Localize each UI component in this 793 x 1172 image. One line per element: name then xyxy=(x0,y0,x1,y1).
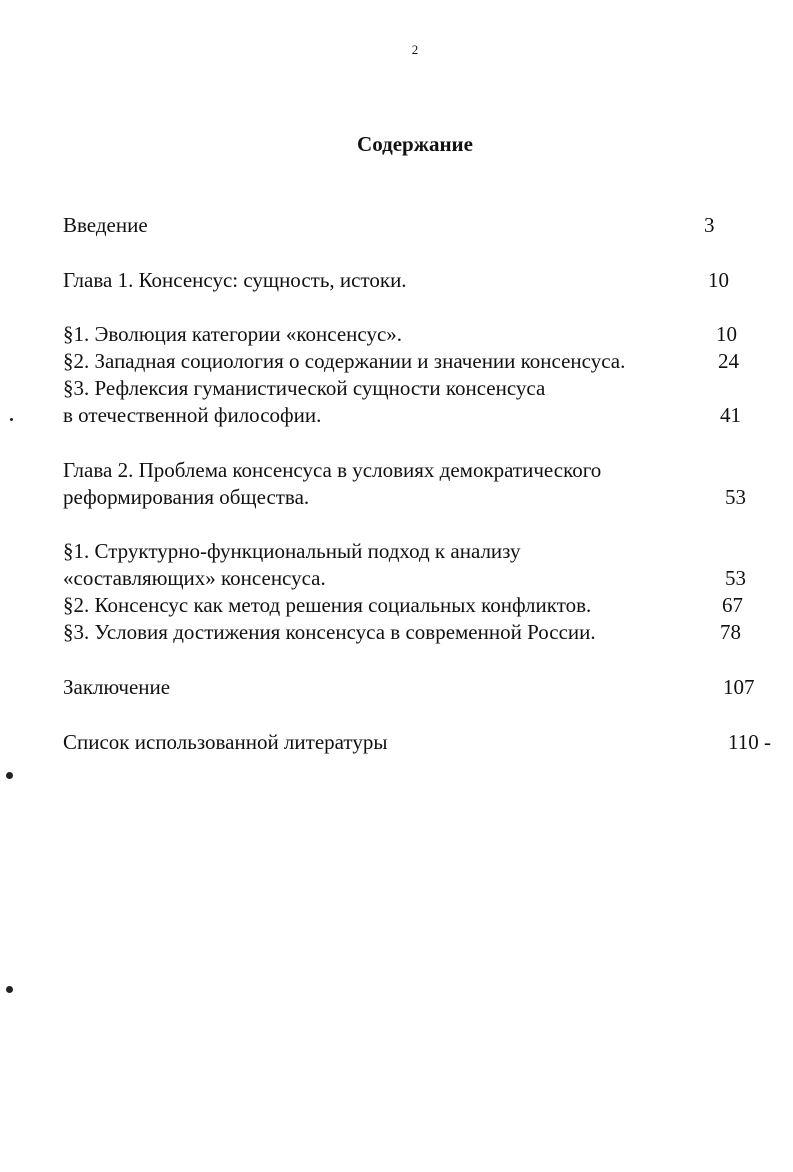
toc-entry-intro: Введение xyxy=(63,213,148,237)
toc-page-ch1-section1: 10 xyxy=(716,322,737,346)
scan-speck xyxy=(6,772,13,779)
toc-page-conclusion: 107 xyxy=(723,675,755,699)
scan-speck xyxy=(10,418,13,421)
toc-entry-ch1-section1: §1. Эволюция категории «консенсус». xyxy=(63,322,403,346)
toc-page-ch2-section2: 67 xyxy=(722,593,743,617)
toc-entry-chapter2-line2: реформирования общества. xyxy=(63,485,310,509)
toc-entry-ch2-section3: §3. Условия достижения консенсуса в современной России. xyxy=(63,620,596,644)
toc-entry-ch2-section2: §2. Консенсус как метод решения социальных конфликтов. xyxy=(63,593,592,617)
toc-entry-ch1-section3-line1: §3. Рефлексия гуманистической сущности консенсуса xyxy=(63,376,546,400)
toc-page-ch1-section3: 41 xyxy=(720,403,741,427)
toc-page-ch2-section1: 53 xyxy=(725,566,746,590)
toc-entry-chapter2-line1: Глава 2. Проблема консенсуса в условиях демократического xyxy=(63,458,602,482)
toc-page-intro: 3 xyxy=(704,213,715,237)
toc-page-bibliography: 110 - xyxy=(728,730,771,754)
toc-entry-bibliography: Список использованной литературы xyxy=(63,730,388,754)
page-title: Содержание xyxy=(357,132,473,156)
page-number: 2 xyxy=(411,42,419,57)
toc-page-ch2-section3: 78 xyxy=(720,620,741,644)
toc-entry-ch1-section3-line2: в отечественной философии. xyxy=(63,403,322,427)
scan-speck xyxy=(6,986,13,993)
toc-entry-ch2-section1-line2: «составляющих» консенсуса. xyxy=(63,566,326,590)
toc-entry-chapter1: Глава 1. Консенсус: сущность, истоки. xyxy=(63,268,407,292)
toc-entry-conclusion: Заключение xyxy=(63,675,171,699)
toc-entry-ch1-section2: §2. Западная социология о содержании и значении консенсуса. xyxy=(63,349,626,373)
toc-entry-ch2-section1-line1: §1. Структурно-функциональный подход к анализу xyxy=(63,539,521,563)
toc-page-chapter2: 53 xyxy=(725,485,746,509)
toc-page-chapter1: 10 xyxy=(708,268,729,292)
toc-page-ch1-section2: 24 xyxy=(718,349,739,373)
